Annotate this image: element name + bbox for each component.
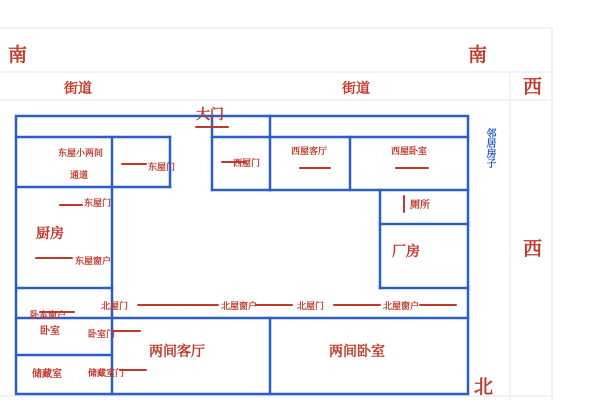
room-west-house-door: 西屋门 (233, 159, 261, 169)
street-label-right: 街道 (342, 81, 370, 97)
room-bedroom-window: 卧室窗户 (30, 311, 67, 321)
room-north-house-door-2: 北屋门 (297, 302, 325, 312)
room-east-house-door-2: 东屋门 (84, 199, 112, 209)
compass-west-middle: 西 (523, 238, 543, 260)
compass-west-upper: 西 (523, 76, 543, 98)
room-north-house-door-1: 北屋门 (101, 302, 129, 312)
room-bedroom: 卧室 (40, 326, 60, 337)
room-factory-workshop: 厂房 (392, 244, 420, 260)
room-north-house-window-2: 北屋窗户 (383, 302, 420, 312)
room-east-house-door-1: 东屋门 (148, 163, 176, 173)
room-east-house-small-two: 东屋小两间 (58, 149, 104, 159)
main-gate-label: 大门 (196, 107, 224, 123)
compass-south-left: 南 (8, 44, 28, 66)
room-two-room-living: 两间客厅 (149, 344, 205, 360)
room-passage: 通道 (70, 171, 89, 181)
street-label-left: 街道 (64, 81, 92, 97)
room-kitchen: 厨房 (36, 226, 64, 242)
room-east-house-window: 东屋窗户 (75, 257, 112, 267)
room-west-house-bedroom: 西屋卧室 (391, 147, 428, 157)
neighbor-house-label: 邻居房子 (484, 128, 495, 168)
compass-north-bottom: 北 (474, 376, 494, 398)
room-storage: 储藏室 (32, 369, 62, 380)
room-west-house-living: 西屋客厅 (291, 147, 328, 157)
room-storage-door: 储藏室门 (88, 369, 125, 379)
room-bedroom-door: 卧室门 (88, 330, 116, 340)
room-toilet: 厕所 (410, 200, 430, 211)
room-two-room-bedroom: 两间卧室 (329, 344, 385, 360)
room-north-house-window-1: 北屋窗户 (221, 302, 258, 312)
compass-south-right: 南 (468, 44, 488, 66)
